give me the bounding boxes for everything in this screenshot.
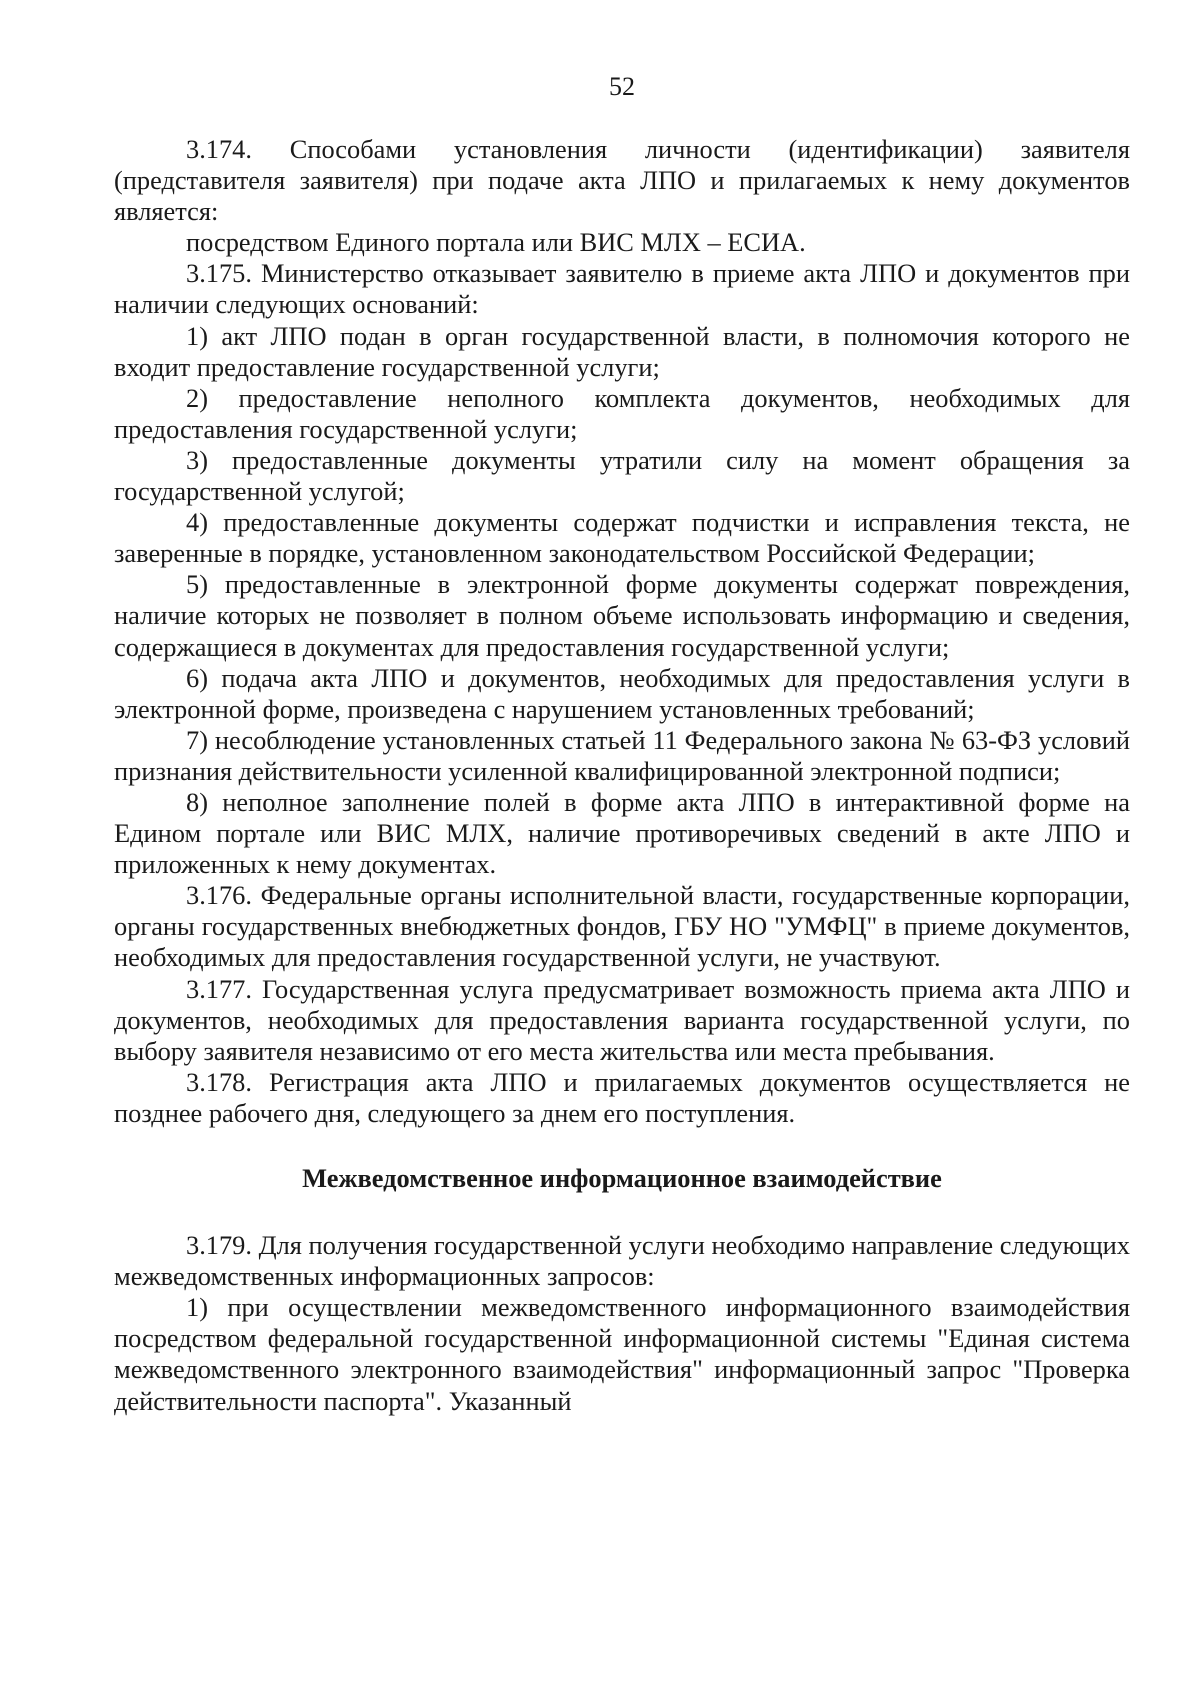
section-heading: Межведомственное информационное взаимодействие [302,1163,942,1193]
paragraph-3-174: 3.174. Способами установления личности (идентификации) заявителя (представителя заявителя) при подаче акта ЛПО и прилагаемых к нему документов является: [114,134,1130,227]
paragraph-3-179-item-1: 1) при осуществлении межведомственного информационного взаимодействия посредством федеральной государственной информационной системы "Единая система межведомственного электронного взаимодействия" информационный запрос "Проверка действительности паспорта". Указанный [114,1292,1130,1416]
paragraph-3-177: 3.177. Государственная услуга предусматривает возможность приема акта ЛПО и документов, необходимых для предоставления варианта государственной услуги, по выбору заявителя независимо от его места жительства или места пребывания. [114,973,1130,1066]
page-number: 52 [609,72,635,101]
paragraph-3-179: 3.179. Для получения государственной услуги необходимо направление следующих межведомственных информационных запросов: [114,1230,1130,1292]
paragraph-3-175: 3.175. Министерство отказывает заявителю в приеме акта ЛПО и документов при наличии следующих оснований: [114,258,1130,320]
list-item-2: 2) предоставление неполного комплекта документов, необходимых для предоставления государственной услуги; [114,382,1130,444]
list-item-4: 4) предоставленные документы содержат подчистки и исправления текста, не заверенные в порядке, установленном законодательством Российской Федерации; [114,507,1130,569]
paragraph-3-176: 3.176. Федеральные органы исполнительной власти, государственные корпорации, органы государственных внебюджетных фондов, ГБУ НО "УМФЦ" в приеме документов, необходимых для предоставления государственной услуги, не участвуют. [114,880,1130,973]
list-item-6: 6) подача акта ЛПО и документов, необходимых для предоставления услуги в электронной форме, произведена с нарушением установленных требований; [114,662,1130,724]
list-item-8: 8) неполное заполнение полей в форме акта ЛПО в интерактивной форме на Едином портале или ВИС МЛХ, наличие противоречивых сведений в акте ЛПО и приложенных к нему документах. [114,786,1130,880]
list-item-3: 3) предоставленные документы утратили силу на момент обращения за государственной услугой; [114,444,1130,507]
list-item-7: 7) несоблюдение установленных статьей 11 Федерального закона № 63-ФЗ условий признания действительности усиленной квалифицированной электронной подписи; [114,724,1130,786]
paragraph-3-174-method: посредством Единого портала или ВИС МЛХ – ЕСИА. [186,227,806,258]
document-body [114,134,1130,1417]
list-item-5: 5) предоставленные в электронной форме документы содержат повреждения, наличие которых не позволяет в полном объеме использовать информацию и сведения, содержащиеся в документах для предоставления государственной услуги; [114,569,1130,662]
list-item-1: 1) акт ЛПО подан в орган государственной власти, в полномочия которого не входит предоставление государственной услуги; [114,320,1130,382]
paragraph-3-178: 3.178. Регистрация акта ЛПО и прилагаемых документов осуществляется не позднее рабочего дня, следующего за днем его поступления. [114,1066,1130,1128]
